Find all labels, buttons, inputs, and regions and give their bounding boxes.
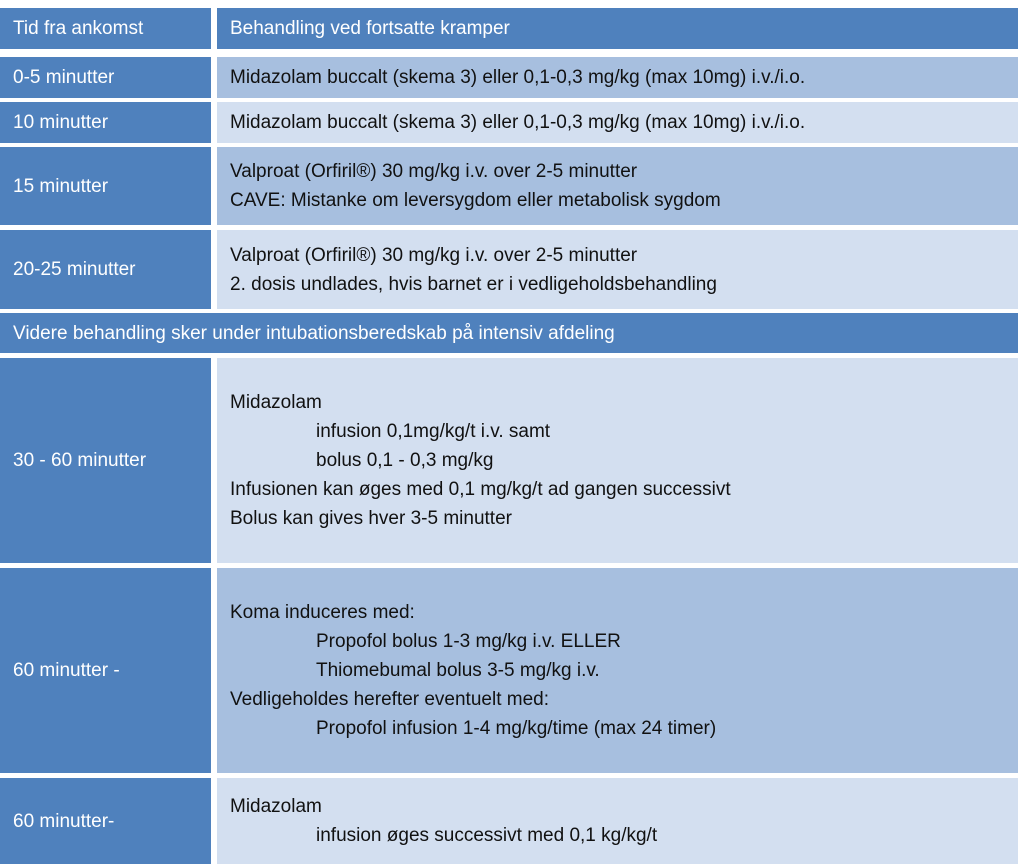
row-time — [0, 147, 211, 225]
treatment-line: Thiomebumal bolus 3-5 mg/kg i.v. — [316, 660, 600, 681]
treatment-line: Midazolam buccalt (skema 3) eller 0,1-0,3 mg/kg (max 10mg) i.v./i.o. — [230, 67, 806, 88]
treatment-line: Koma induceres med: — [230, 602, 415, 623]
row-time-label: 20-25 minutter — [13, 259, 136, 280]
row-time — [0, 230, 211, 309]
treatment-line: Midazolam — [230, 392, 322, 413]
row-time-label: 30 - 60 minutter — [13, 450, 147, 471]
row-time-label: 60 minutter - — [13, 660, 120, 681]
section-header-label: Videre behandling sker under intubationsberedskab på intensiv afdeling — [13, 322, 615, 344]
row-time — [0, 57, 211, 98]
header-time-label: Tid fra ankomst — [13, 18, 144, 39]
treatment-line: Propofol infusion 1-4 mg/kg/time (max 24 timer) — [316, 718, 717, 739]
row-treatment — [217, 230, 1018, 309]
row-treatment — [217, 358, 1018, 563]
treatment-line: Propofol bolus 1-3 mg/kg i.v. ELLER — [316, 631, 621, 652]
row-time — [0, 102, 211, 143]
treatment-line: infusion 0,1mg/kg/t i.v. samt — [316, 421, 551, 442]
treatment-line: Valproat (Orfiril®) 30 mg/kg i.v. over 2-5 minutter — [230, 244, 638, 266]
row-treatment — [217, 568, 1018, 773]
row-treatment — [217, 57, 1018, 98]
treatment-line: infusion øges successivt med 0,1 kg/kg/t — [316, 825, 658, 846]
header-time — [0, 8, 211, 49]
row-time-label: 10 minutter — [13, 112, 109, 133]
row-time — [0, 778, 211, 864]
treatment-line: bolus 0,1 - 0,3 mg/kg — [316, 450, 494, 471]
treatment-line: CAVE: Mistanke om leversygdom eller metabolisk sygdom — [230, 190, 721, 211]
treatment-line: Midazolam buccalt (skema 3) eller 0,1-0,3 mg/kg (max 10mg) i.v./i.o. — [230, 112, 806, 133]
section-header — [0, 313, 1018, 353]
row-time — [0, 358, 211, 563]
treatment-line: Valproat (Orfiril®) 30 mg/kg i.v. over 2-5 minutter — [230, 161, 638, 182]
row-time-label: 0-5 minutter — [13, 67, 115, 88]
treatment-line: Bolus kan gives hver 3-5 minutter — [230, 508, 512, 529]
header-treatment — [217, 8, 1018, 49]
row-treatment — [217, 778, 1018, 864]
treatment-line: Midazolam — [230, 796, 322, 817]
treatment-line: Infusionen kan øges med 0,1 mg/kg/t ad gangen successivt — [230, 479, 731, 500]
treatment-line: 2. dosis undlades, hvis barnet er i vedligeholdsbehandling — [230, 273, 717, 295]
treatment-line: Vedligeholdes herefter eventuelt med: — [230, 689, 549, 710]
row-time-label: 60 minutter- — [13, 810, 115, 832]
row-treatment — [217, 147, 1018, 225]
row-treatment — [217, 102, 1018, 143]
row-time-label: 15 minutter — [13, 175, 109, 197]
row-time — [0, 568, 211, 773]
header-treatment-label: Behandling ved fortsatte kramper — [230, 18, 510, 39]
